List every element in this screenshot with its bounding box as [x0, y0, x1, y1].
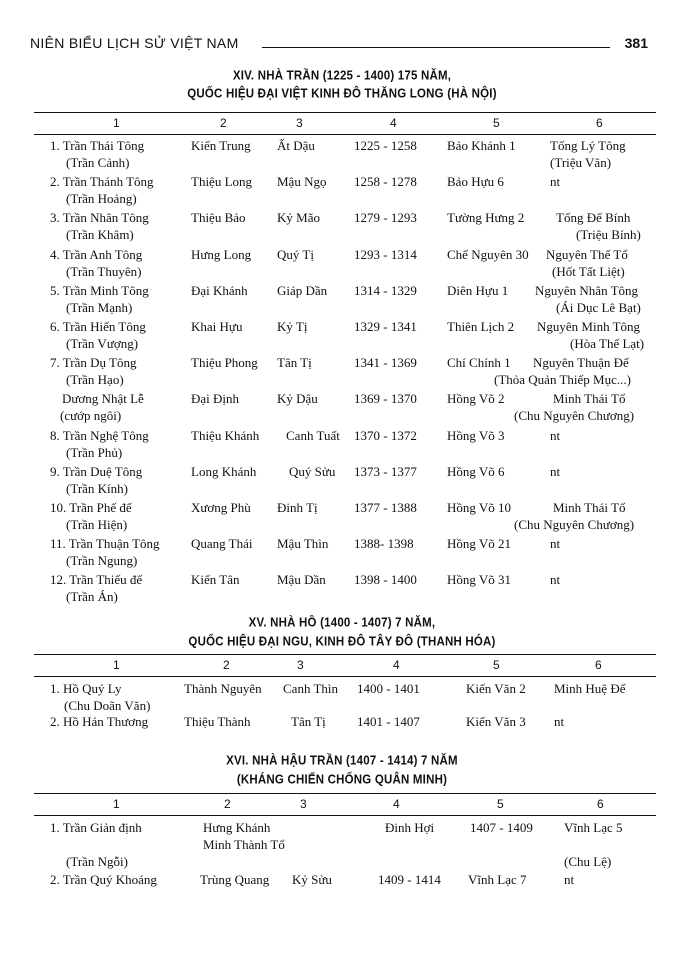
reign-years: 1400 - 1401 — [357, 681, 420, 696]
ruler-personal-name: (Trần Khâm) — [66, 227, 134, 243]
chinese-emperor-name: (Triệu Vân) — [550, 155, 612, 170]
era-name: Hưng Long — [191, 246, 252, 262]
era-name: Thiệu Bảo — [191, 210, 246, 226]
chinese-emperor-name: (Hòa Thế Lạt) — [570, 336, 645, 351]
chinese-emperor: Nguyên Thuận Đế — [533, 355, 629, 371]
cyclical-year: Quý Sửu — [289, 463, 336, 479]
reign-years: 1369 - 1370 — [354, 391, 417, 407]
chinese-emperor-name: (Chu Nguyên Chương) — [514, 517, 635, 532]
ruler-personal-name: (Trần Hạo) — [66, 372, 124, 388]
chinese-era: Hồng Võ 21 — [447, 536, 512, 552]
chinese-emperor-name: (Hốt Tất Liệt) — [552, 263, 625, 279]
ruler-name: 1. Trần Giản định — [50, 820, 142, 835]
running-title: NIÊN BIỂU LỊCH SỬ VIỆT NAM — [30, 35, 239, 51]
chinese-era: Hồng Võ 2 — [447, 391, 505, 407]
reign-years: 1279 - 1293 — [354, 210, 417, 226]
ruler-name: 9. Trần Duệ Tông — [50, 463, 143, 479]
chinese-era: Kiến Văn 3 — [466, 714, 526, 729]
section-title: XVI. NHÀ HẬU TRẦN (1407 - 1414) 7 NĂM — [226, 754, 458, 768]
era-name: Trùng Quang — [200, 872, 270, 887]
era-name: Thiệu Thành — [184, 714, 251, 729]
chinese-era: Hồng Võ 10 — [447, 500, 512, 515]
chinese-emperor: nt — [554, 714, 565, 729]
column-header: 6 — [596, 116, 603, 130]
era-name: Kiến Tân — [191, 572, 240, 588]
reign-years: 1225 - 1258 — [354, 138, 417, 153]
era-name: Khai Hựu — [191, 319, 243, 334]
era-name: Đại Khánh — [191, 282, 248, 298]
era-name: Thành Nguyên — [184, 681, 262, 696]
reign-years: 1258 - 1278 — [354, 174, 417, 190]
chinese-emperor: nt — [550, 427, 561, 443]
reign-years: 1341 - 1369 — [354, 355, 417, 371]
table-rule — [34, 676, 656, 677]
section-subtitle: QUỐC HIỆU ĐẠI VIỆT KINH ĐÔ THĂNG LONG (HÀ NỘI) — [187, 87, 497, 101]
cyclical-year: Ất Dậu — [277, 138, 315, 153]
ruler-name: 11. Trần Thuận Tông — [50, 536, 160, 552]
page-number: 381 — [624, 35, 648, 51]
column-header: 1 — [113, 116, 120, 130]
ruler-personal-name: (Trần Cảnh) — [66, 155, 130, 170]
chinese-era: Chí Chính 1 — [447, 355, 511, 371]
section-title: XV. NHÀ HỒ (1400 - 1407) 7 NĂM, — [248, 616, 436, 630]
ruler-name: 7. Trần Dụ Tông — [50, 355, 137, 371]
column-header: 3 — [296, 116, 303, 130]
column-header: 6 — [595, 658, 602, 672]
chinese-era: Hồng Võ 3 — [447, 427, 505, 443]
cyclical-year: Quý Tị — [277, 246, 314, 262]
section-title: XIV. NHÀ TRẦN (1225 - 1400) 175 NĂM, — [232, 69, 452, 83]
chinese-emperor-name: (Thỏa Quản Thiếp Mục...) — [494, 372, 631, 388]
ruler-name: 3. Trần Nhân Tông — [50, 210, 149, 226]
ruler-name: 5. Trần Minh Tông — [50, 282, 149, 298]
era-name: Long Khánh — [191, 463, 257, 479]
running-header — [30, 35, 650, 55]
column-header: 4 — [393, 797, 400, 811]
ruler-personal-name: (Chu Doãn Văn) — [64, 698, 151, 713]
era-name: Thiệu Khánh — [191, 427, 260, 443]
cyclical-year: Canh Thìn — [283, 681, 339, 696]
era-name: Xương Phù — [191, 500, 251, 515]
table-rule — [34, 793, 656, 794]
ruler-personal-name: (Trần Thuyên) — [66, 263, 142, 279]
chinese-emperor: Tống Đế Bính — [556, 210, 631, 226]
cyclical-year: Tân Tị — [277, 355, 312, 371]
column-header: 1 — [113, 658, 120, 672]
era-name: Thiệu Long — [191, 174, 253, 190]
chinese-emperor: Nguyên Minh Tông — [537, 319, 641, 334]
column-header: 5 — [497, 797, 504, 811]
ruler-personal-name: (cướp ngôi) — [60, 408, 122, 424]
column-header: 3 — [300, 797, 307, 811]
ruler-personal-name: (Trần Ngỗi) — [66, 854, 128, 869]
era-name: Hưng Khánh — [203, 820, 271, 835]
reign-years: 1398 - 1400 — [354, 572, 417, 588]
chinese-emperor-name: (Ái Dục Lê Bạt) — [556, 299, 641, 315]
ruler-name: 1. Trần Thái Tông — [50, 138, 145, 153]
table-rule — [34, 654, 656, 655]
ruler-name: 1. Hồ Quý Ly — [50, 681, 122, 696]
ruler-name: 2. Trần Thánh Tông — [50, 174, 154, 190]
chinese-era: Tường Hưng 2 — [447, 210, 525, 226]
reign-years: 1293 - 1314 — [354, 246, 417, 262]
chinese-era: Hồng Võ 31 — [447, 572, 512, 588]
table-rule — [34, 815, 656, 816]
ruler-name: 12. Trần Thiếu đế — [50, 572, 143, 588]
reign-years: 1388- 1398 — [354, 536, 414, 552]
cyclical-year: Mậu Dần — [277, 572, 326, 588]
ruler-personal-name: (Trần Kính) — [66, 480, 128, 496]
ruler-personal-name: (Trần Ngung) — [66, 553, 138, 569]
cyclical-year: Canh Tuất — [286, 427, 340, 443]
chinese-emperor: nt — [550, 463, 561, 479]
chinese-emperor: Minh Huệ Đế — [554, 681, 626, 696]
column-header: 5 — [493, 116, 500, 130]
chinese-emperor: Minh Thái Tổ — [553, 500, 626, 515]
chinese-era: Diên Hựu 1 — [447, 282, 509, 298]
ruler-name: 4. Trần Anh Tông — [50, 246, 143, 262]
ruler-personal-name: (Trần Hiện) — [66, 517, 128, 532]
cyclical-year: Kỷ Sửu — [292, 872, 332, 887]
ruler-name: 8. Trần Nghệ Tông — [50, 427, 149, 443]
ruler-personal-name: (Trần Vượng) — [66, 336, 139, 351]
chinese-era: 1407 - 1409 — [470, 820, 533, 835]
era-name: Thiệu Phong — [191, 355, 258, 371]
column-header: 5 — [493, 658, 500, 672]
chinese-emperor-name: (Triệu Bính) — [576, 227, 641, 243]
column-header: 2 — [223, 658, 230, 672]
chinese-emperor-name: (Chu Lệ) — [564, 854, 612, 869]
ruler-name: 2. Hồ Hán Thương — [50, 714, 149, 729]
column-header: 1 — [113, 797, 120, 811]
chinese-emperor: nt — [550, 174, 561, 190]
cyclical-year: Mậu Ngọ — [277, 174, 327, 190]
chinese-emperor: Minh Thái Tổ — [553, 391, 626, 407]
era-name: Kiến Trung — [191, 138, 251, 153]
chinese-emperor: Tống Lý Tông — [550, 138, 626, 153]
chinese-era: Bảo Khánh 1 — [447, 138, 516, 153]
section-subtitle: (KHÁNG CHIẾN CHỐNG QUÂN MINH) — [236, 773, 448, 787]
column-header: 4 — [390, 116, 397, 130]
cyclical-year: Kỷ Tị — [277, 319, 308, 334]
era-name: Quang Thái — [191, 536, 253, 552]
table-rule — [34, 112, 656, 113]
reign-years: 1373 - 1377 — [354, 463, 417, 479]
header-rule — [262, 47, 610, 48]
cyclical-year: Giáp Dần — [277, 282, 328, 298]
ruler-name: 2. Trần Quý Khoáng — [50, 872, 157, 887]
column-header: 4 — [393, 658, 400, 672]
ruler-personal-name: (Trần Án) — [66, 589, 118, 605]
ruler-name: 10. Trần Phế đế — [50, 500, 132, 515]
column-header: 2 — [224, 797, 231, 811]
chinese-emperor: Nguyên Nhân Tông — [535, 282, 639, 298]
ruler-personal-name: (Trần Mạnh) — [66, 299, 133, 315]
table-rule — [34, 134, 656, 135]
chinese-emperor-name: (Chu Nguyên Chương) — [514, 408, 635, 424]
chinese-emperor: nt — [564, 872, 575, 887]
section-subtitle: QUỐC HIỆU ĐẠI NGU, KINH ĐÔ TÂY ĐÔ (THANH HÓA) — [188, 635, 496, 649]
reign-years: Đinh Hợi — [385, 820, 435, 835]
era-name: Đại Định — [191, 391, 240, 407]
ruler-personal-name: (Trần Hoảng) — [66, 191, 137, 207]
cyclical-year: Đinh Tị — [277, 500, 318, 515]
era-name-note: Minh Thành Tổ — [203, 837, 285, 852]
ruler-name: Dương Nhật Lễ — [62, 391, 144, 407]
chinese-era: Chế Nguyên 30 — [447, 246, 529, 262]
reign-years: 1314 - 1329 — [354, 282, 417, 298]
ruler-name: 6. Trần Hiến Tông — [50, 319, 146, 334]
chinese-era: Thiên Lịch 2 — [447, 319, 515, 334]
reign-years: 1329 - 1341 — [354, 319, 417, 334]
reign-years: 1377 - 1388 — [354, 500, 417, 515]
reign-years: 1409 - 1414 — [378, 872, 441, 887]
chinese-era: Vĩnh Lạc 7 — [468, 872, 527, 887]
reign-years: 1401 - 1407 — [357, 714, 420, 729]
chinese-emperor: nt — [550, 572, 561, 588]
cyclical-year: Tân Tị — [291, 714, 326, 729]
cyclical-year: Kỷ Dậu — [277, 391, 318, 407]
cyclical-year: Mậu Thìn — [277, 536, 329, 552]
ruler-personal-name: (Trần Phủ) — [66, 444, 123, 460]
chinese-era: Bảo Hựu 6 — [447, 174, 504, 190]
chinese-era: Kiến Văn 2 — [466, 681, 526, 696]
chinese-emperor: Vĩnh Lạc 5 — [564, 820, 623, 835]
column-header: 6 — [597, 797, 604, 811]
cyclical-year: Kỷ Mão — [277, 210, 320, 226]
chinese-emperor: Nguyên Thế Tổ — [546, 246, 628, 262]
chinese-era: Hồng Võ 6 — [447, 463, 505, 479]
reign-years: 1370 - 1372 — [354, 427, 417, 443]
column-header: 3 — [297, 658, 304, 672]
chinese-emperor: nt — [550, 536, 561, 552]
column-header: 2 — [220, 116, 227, 130]
